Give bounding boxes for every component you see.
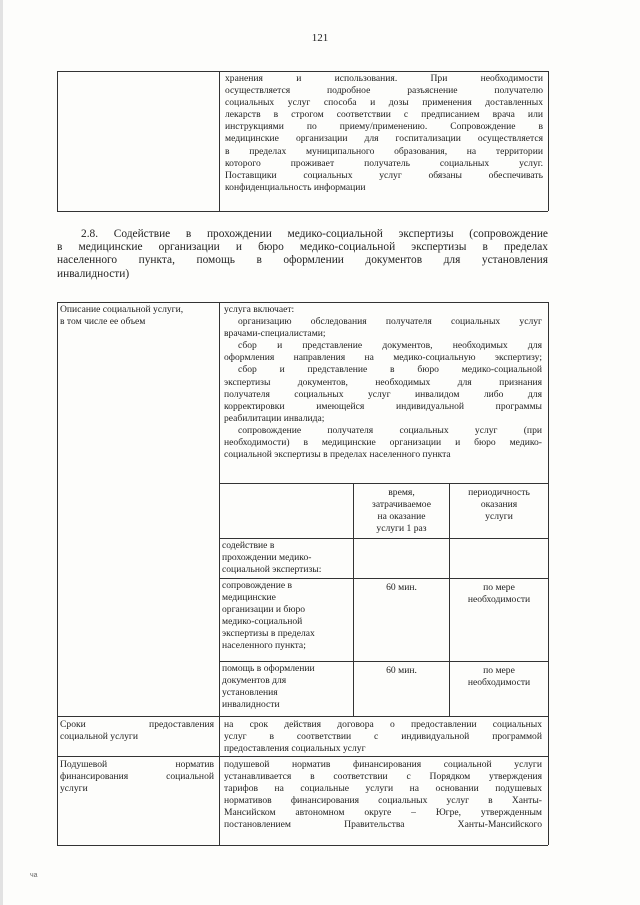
subtable-row-name: помощь в оформлении документов для установления инвалидности xyxy=(222,663,315,711)
row-financing-content: подушевой норматив финансирования социальной услуги устанавливается в соответствии с Порядком утверждения тарифов на социальные услуги на основании подушевых нормативов финансирования социальных услуг в Ханты- Мансийском автономном округе – Югре, утвержденным постановлением Правительства Ханты-Мансийского xyxy=(224,759,542,831)
subtable-row-time: 60 мин. xyxy=(386,582,417,593)
subtable-row-time: 60 мин. xyxy=(386,665,417,676)
row-description-label: Описание социальной услуги, в том числе ее объем xyxy=(60,304,184,328)
subtable-row-frequency: по мере необходимости xyxy=(467,665,531,689)
subtable-header-time: время, затрачиваемое на оказание услуги 1 раз xyxy=(372,487,431,535)
row-terms-content: на срок действия договора о предоставлении социальных услуг в соответствии с индивидуальной программой предоставления социальных услуг xyxy=(224,719,542,755)
subtable-row-frequency: по мере необходимости xyxy=(467,582,531,606)
section-heading: 2.8. Содействие в прохождении медико-социальной экспертизы (сопровождение в медицинские организации и бюро медико-социальной экспертизы в пределах населенного пункта, помощь в оформлении документов для установления инвалидности) xyxy=(57,228,548,280)
continuation-text: хранения и использования. При необходимости осуществляется подробное разъяснение получателю социальных услуг способа и дозы применения доставленных лекарств в строгом соответствии с предписанием врача или инструкциями по приему/применению. Сопровождение в медицинские организации для госпитализации осуществляется в пределах муниципального образования, на территории которого проживает получатель социальных услуг. Поставщики социальных услуг обязаны обеспечивать конфиденциальность информации xyxy=(225,73,543,193)
scan-edge xyxy=(0,0,3,905)
page-number: 121 xyxy=(311,32,329,44)
subtable-row-name: сопровождение в медицинские организации и бюро медико-социальной экспертизы в пределах населенного пункта; xyxy=(222,580,315,652)
row-financing-label: Подушевой норматив финансирования социальной услуги xyxy=(60,759,214,795)
corner-mark: ча xyxy=(30,872,38,879)
row-terms-label: Сроки предоставления социальной услуги xyxy=(60,719,214,743)
row-description-content: услуга включает: организацию обследования получателя социальных услуг врачами-специалистами; сбор и представление документов, необходимых для оформления направления на медико-социальную экспертизу; сбор и представление в бюро медико-социальной экспертизы документов, необходимых для признания получателя социальных услуг инвалидом либо для корректировки имеющейся индивидуальной программы реабилитации инвалида; сопровождение получателя социальных услуг (при необходимости) в медицинские организации и бюро медико- социальной экспертизы в пределах населенного пункта xyxy=(224,304,542,461)
subtable-row-name: содействие в прохождении медико- социальной экспертизы: xyxy=(222,540,322,576)
subtable-header-frequency: периодичность оказания услуги xyxy=(468,487,530,523)
